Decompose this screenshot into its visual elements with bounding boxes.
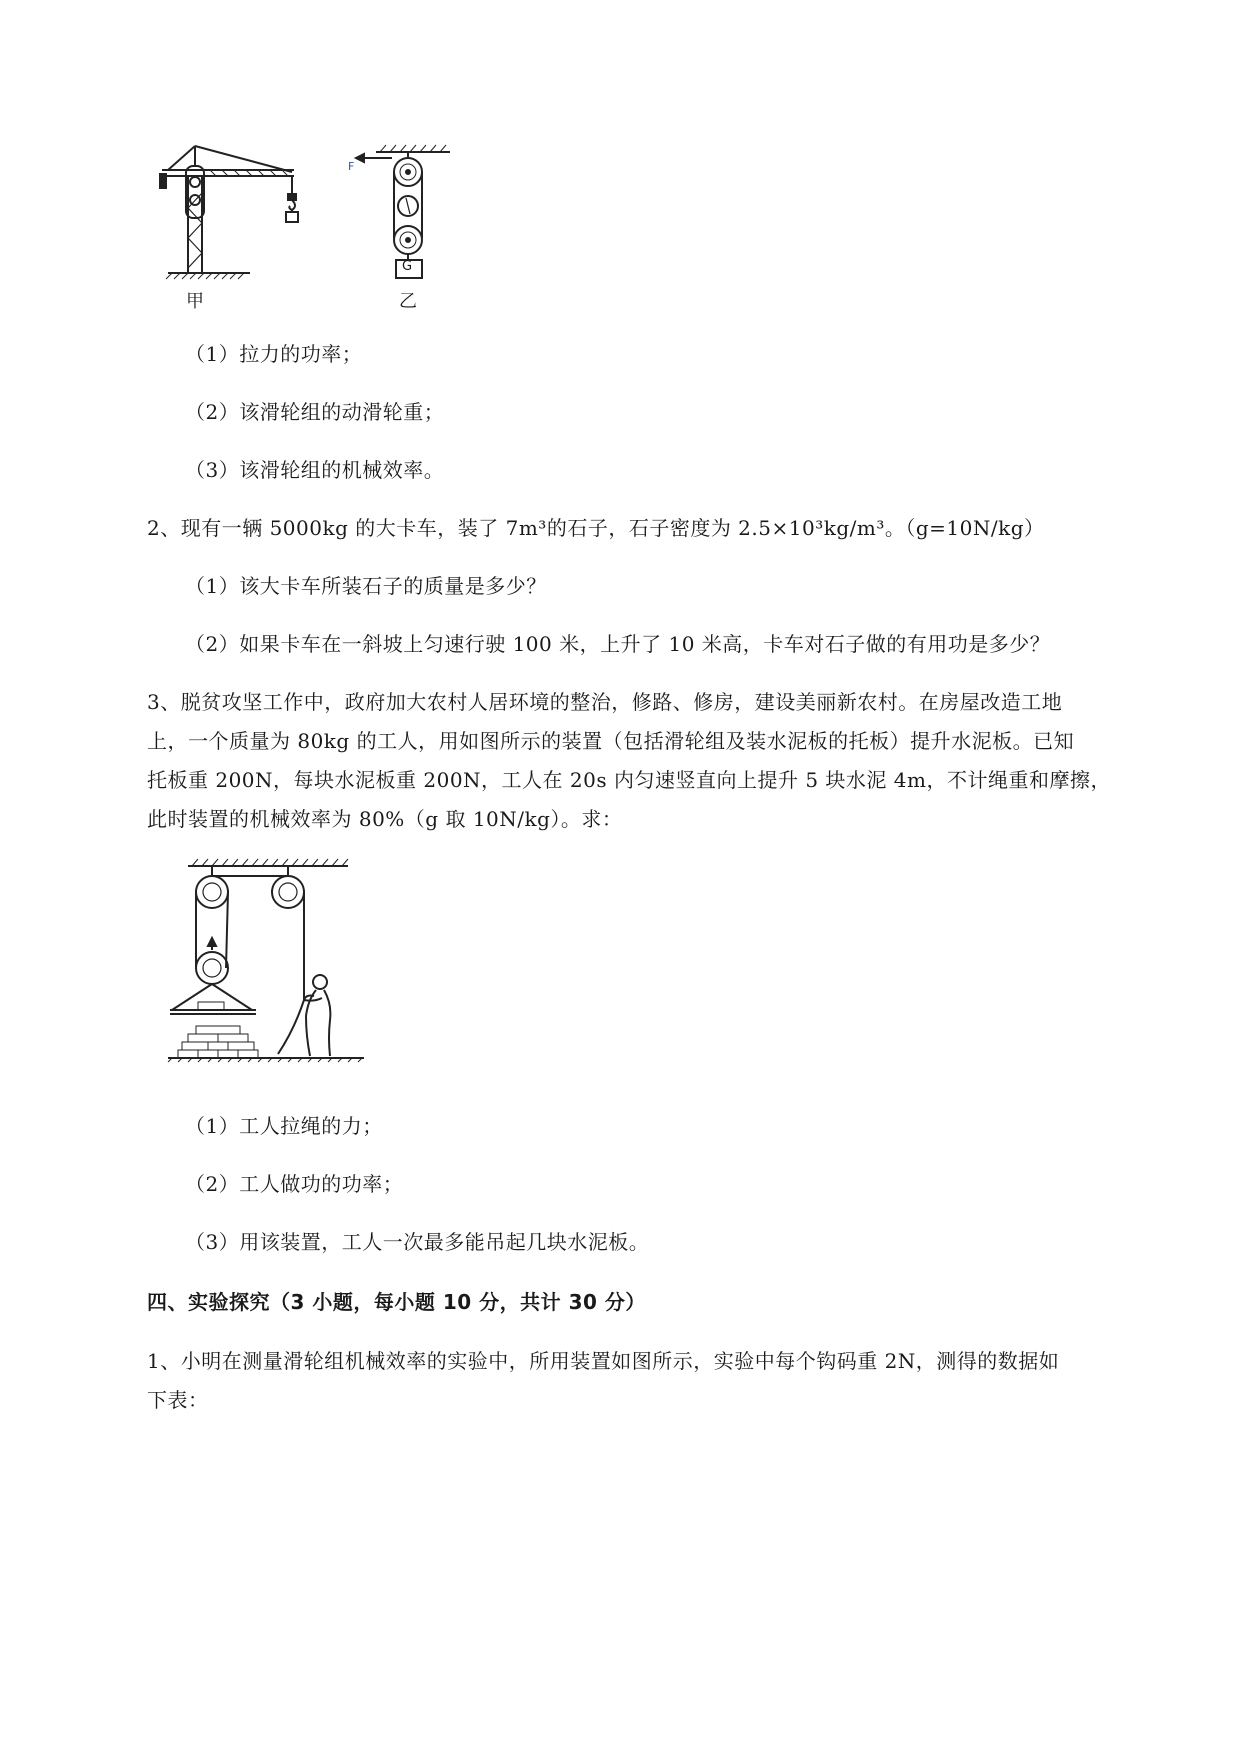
q1-sub-2: （2）该滑轮组的动滑轮重； [185, 400, 445, 424]
q2-sub-2: （2）如果卡车在一斜坡上匀速行驶 100 米，上升了 10 米高，卡车对石子做的有用功是多少？ [185, 632, 1051, 656]
pulley-label: 乙 [399, 291, 417, 312]
q3-stem-line-3: 托板重 200N，每块水泥板重 200N，工人在 20s 内匀速竖直向上提升 5 块水泥 4m，不计绳重和摩擦， [147, 768, 1111, 792]
q2-stem: 2、现有一辆 5000kg 的大卡车，装了 7m³的石子，石子密度为 2.5×10³kg/m³。（g=10N/kg） [147, 516, 1045, 540]
section-4-q1-line-2: 下表： [147, 1388, 209, 1412]
q3-stem-line-4: 此时装置的机械效率为 80%（g 取 10N/kg）。求： [147, 807, 623, 831]
section-4-q1-line-1: 1、小明在测量滑轮组机械效率的实验中，所用装置如图所示，实验中每个钩码重 2N，测得的数据如 [147, 1349, 1060, 1373]
q3-sub-2: （2）工人做功的功率； [185, 1172, 404, 1196]
q1-sub-3: （3）该滑轮组的机械效率。 [185, 458, 445, 482]
tower-crane-figure [160, 138, 340, 308]
worker-pulley-figure [168, 850, 378, 1062]
q2-sub-1: （1）该大卡车所装石子的质量是多少？ [185, 574, 547, 598]
section-4-heading: 四、实验探究（3 小题，每小题 10 分，共计 30 分） [147, 1290, 646, 1314]
crane-label: 甲 [186, 291, 204, 312]
pulley-load-label: G [402, 259, 413, 274]
q1-sub-1: （1）拉力的功率； [185, 342, 363, 366]
q3-stem-line-1: 3、脱贫攻坚工作中，政府加大农村人居环境的整治，修路、修房，建设美丽新农村。在房屋改造工地 [147, 690, 1063, 714]
pulley-block-figure [346, 140, 456, 290]
pulley-force-label: F [348, 160, 355, 173]
q3-sub-3: （3）用该装置，工人一次最多能吊起几块水泥板。 [185, 1230, 650, 1254]
q3-sub-1: （1）工人拉绳的力； [185, 1114, 383, 1138]
q3-stem-line-2: 上，一个质量为 80kg 的工人，用如图所示的装置（包括滑轮组及装水泥板的托板）提升水泥板。已知 [147, 729, 1075, 753]
